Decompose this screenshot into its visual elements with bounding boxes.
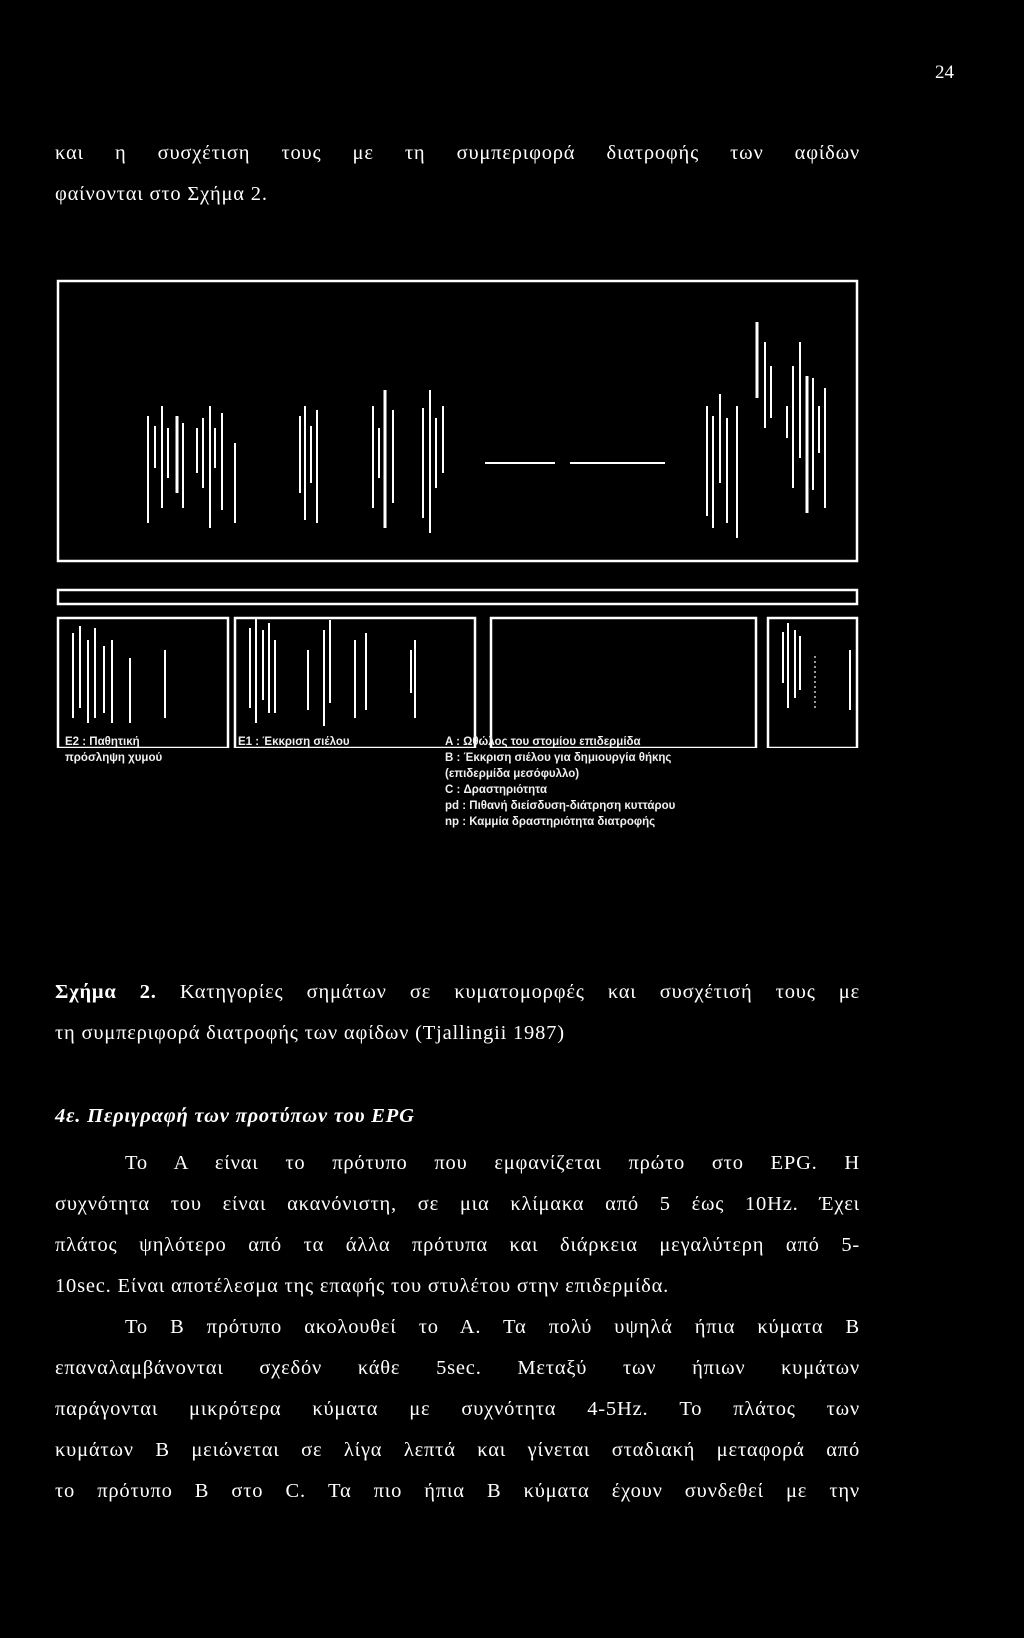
p1-line-2: συχνότητα του είναι ακανόνιστη, σε μια κλίμακα από 5 έως 10Hz. Έχει bbox=[55, 1193, 860, 1215]
intro-line-2: φαίνονται στο Σχήμα 2. bbox=[55, 183, 268, 205]
caption-line-2: τη συμπεριφορά διατροφής των αφίδων (Tjallingii 1987) bbox=[55, 1022, 565, 1044]
caption-line-1 bbox=[55, 972, 860, 1013]
paragraph-1 bbox=[55, 1143, 860, 1307]
legend-abc-line-6: np : Καμμία δραστηριότητα διατροφής bbox=[445, 816, 656, 828]
section-number: 4ε. bbox=[55, 1105, 82, 1127]
legend-e2-line-1: E2 : Παθητική bbox=[65, 736, 140, 748]
right-panel bbox=[768, 618, 857, 748]
panel-waveform-spikes bbox=[73, 618, 850, 726]
e2-panel bbox=[58, 618, 228, 748]
p1-line-1: Το Α είναι το πρότυπο που εμφανίζεται πρώτο στο EPG. Η bbox=[125, 1152, 860, 1174]
section-title: Περιγραφή των προτύπων του EPG bbox=[81, 1105, 415, 1127]
section-heading bbox=[55, 1096, 860, 1137]
p2-line-5: το πρότυπο Β στο C. Τα πιο ήπια Β κύματα έχουν συνδεθεί με την bbox=[55, 1480, 860, 1502]
section-heading-line bbox=[55, 1096, 860, 1137]
legend-abc-line-3: (επιδερμίδα μεσόφυλλο) bbox=[445, 768, 580, 780]
p2-line-4: κυμάτων Β μειώνεται σε λίγα λεπτά και γίνεται σταδιακή μεταφορά από bbox=[55, 1439, 860, 1461]
intro-line-1: και η συσχέτιση τους με τη συμπεριφορά διατροφής των αφίδων bbox=[55, 142, 860, 164]
legend-abc-line-2: B : Έκκριση σιέλου για δημιουργία θήκης bbox=[445, 752, 672, 764]
strip-box bbox=[58, 590, 857, 604]
legend-abc bbox=[445, 734, 675, 830]
p2-line-2: επαναλαμβάνονται σχεδόν κάθε 5sec. Μεταξύ των ήπιων κυμάτων bbox=[55, 1357, 860, 1379]
paragraph-2 bbox=[55, 1307, 860, 1512]
p1-line-3: πλάτος ψηλότερο από τα άλλα πρότυπα και διάρκεια μεγαλύτερη από 5- bbox=[55, 1234, 860, 1256]
legend-abc-line-4: C : Δραστηριότητα bbox=[445, 784, 548, 796]
legend-e2 bbox=[65, 734, 162, 766]
page-number: 24 bbox=[935, 62, 954, 83]
figure-caption bbox=[55, 972, 860, 1054]
top-waveform-spikes bbox=[148, 322, 825, 538]
waveform-drawing bbox=[55, 278, 860, 748]
p2-line-3: παράγονται μικρότερα κύματα με συχνότητα 4-5Hz. Το πλάτος των bbox=[55, 1398, 860, 1420]
caption-line-1-text: Κατηγορίες σημάτων σε κυματομορφές και συσχέτισή τους με bbox=[156, 981, 860, 1003]
intro-paragraph bbox=[55, 133, 860, 215]
p1-line-4: 10sec. Είναι αποτέλεσμα της επαφής του στυλέτου στην επιδερμίδα. bbox=[55, 1275, 670, 1297]
legend-abc-line-1: A : Ωθώλος του στομίου επιδερμίδα bbox=[445, 736, 641, 748]
legend-abc-line-5: pd : Πιθανή διείσδυση-διάτρηση κυττάρου bbox=[445, 800, 676, 812]
caption-label: Σχήμα 2. bbox=[55, 981, 157, 1003]
legend-e1-line-1: E1 : Έκκριση σιέλου bbox=[238, 736, 350, 748]
p2-line-1: Το Β πρότυπο ακολουθεί το Α. Τα πολύ υψηλά ήπια κύματα Β bbox=[125, 1316, 860, 1338]
abc-panel bbox=[491, 618, 756, 748]
legend-e1 bbox=[238, 734, 350, 750]
legend-e2-line-2: πρόσληψη χυμού bbox=[65, 752, 163, 764]
